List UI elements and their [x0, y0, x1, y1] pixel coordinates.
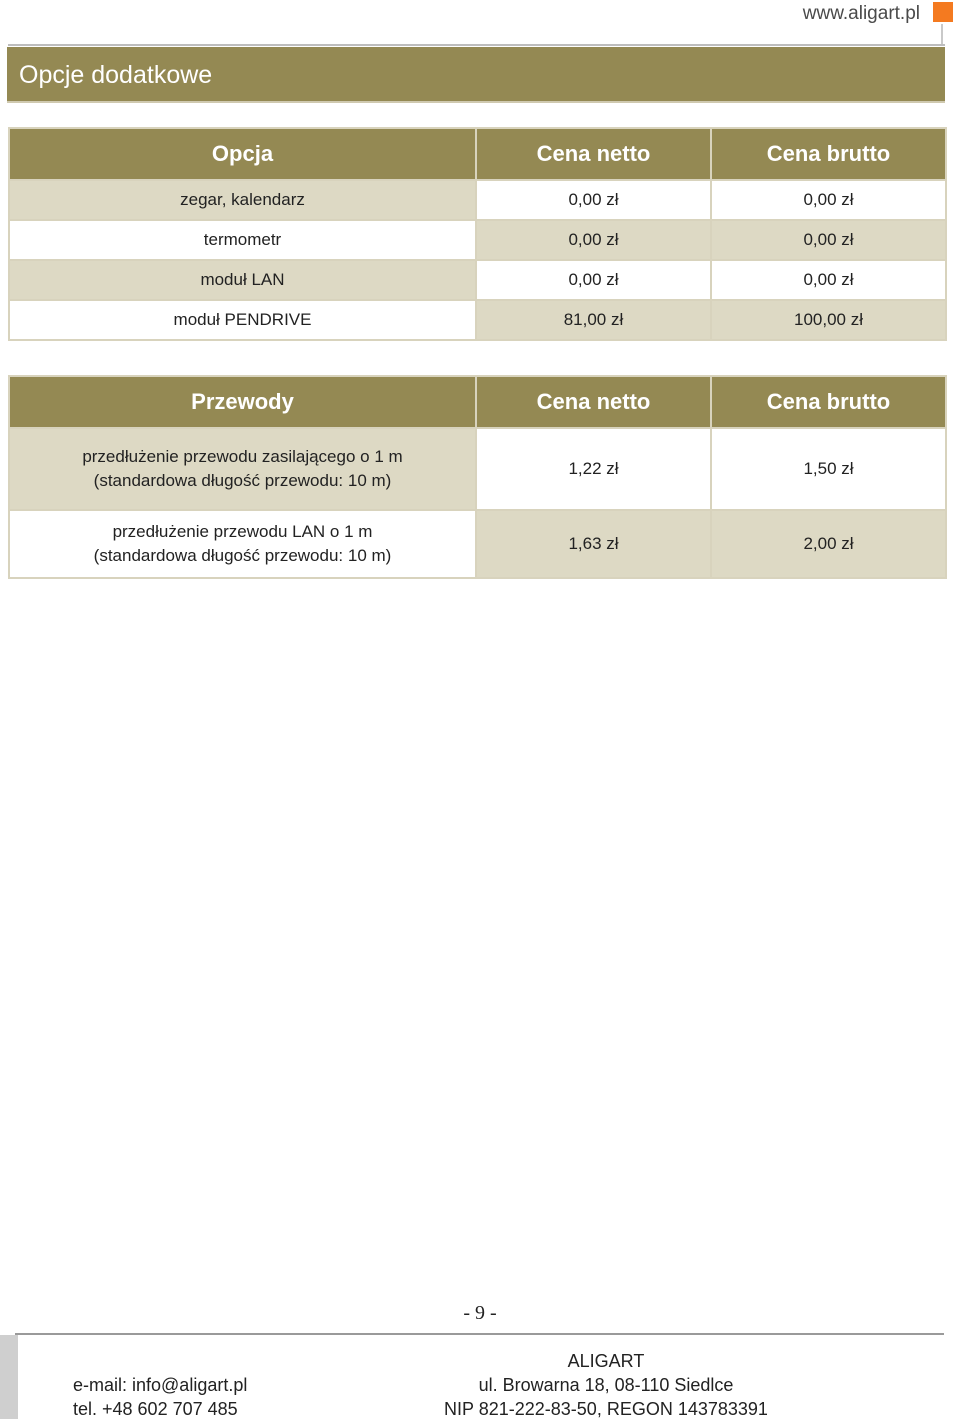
option-name: moduł LAN [9, 260, 476, 300]
net-price: 0,00 zł [476, 220, 711, 260]
cables-price-table [8, 375, 947, 579]
cable-description-line: (standardowa długość przewodu: 10 m) [93, 546, 392, 565]
cable-description-line: przedłużenie przewodu zasilającego o 1 m [82, 447, 403, 466]
column-header-net-price: Cena netto [476, 128, 711, 180]
cable-description [9, 510, 476, 578]
table-row [9, 220, 946, 260]
footer-company [430, 1349, 782, 1421]
column-header-gross-price: Cena brutto [711, 376, 946, 428]
gross-price: 0,00 zł [711, 180, 946, 220]
footer-phone: tel. +48 602 707 485 [73, 1399, 238, 1419]
column-header-option: Opcja [9, 128, 476, 180]
option-name: termometr [9, 220, 476, 260]
option-name: moduł PENDRIVE [9, 300, 476, 340]
footer-email: e-mail: info@aligart.pl [73, 1375, 248, 1395]
net-price: 0,00 zł [476, 180, 711, 220]
options-price-table [8, 127, 947, 341]
net-price: 1,22 zł [476, 428, 711, 510]
cable-description-line: (standardowa długość przewodu: 10 m) [93, 471, 392, 490]
table-row [9, 300, 946, 340]
option-name: zegar, kalendarz [9, 180, 476, 220]
table-row [9, 260, 946, 300]
footer-contact [73, 1373, 247, 1421]
header-rule [8, 44, 945, 46]
column-header-net-price: Cena netto [476, 376, 711, 428]
gross-price: 1,50 zł [711, 428, 946, 510]
net-price: 81,00 zł [476, 300, 711, 340]
footer-registry: NIP 821-222-83-50, REGON 143783391 [444, 1399, 768, 1419]
table-row [9, 510, 946, 578]
footer-side-bar [0, 1335, 18, 1419]
column-header-gross-price: Cena brutto [711, 128, 946, 180]
net-price: 0,00 zł [476, 260, 711, 300]
cable-description-line: przedłużenie przewodu LAN o 1 m [112, 522, 373, 541]
footer-address: ul. Browarna 18, 08-110 Siedlce [478, 1375, 734, 1395]
gross-price: 100,00 zł [711, 300, 946, 340]
table-row [9, 428, 946, 510]
table-header-row [9, 128, 946, 180]
column-header-cables: Przewody [9, 376, 476, 428]
footer-company-name: ALIGART [567, 1351, 645, 1371]
cable-description [9, 428, 476, 510]
footer-rule [15, 1333, 944, 1335]
gross-price: 2,00 zł [711, 510, 946, 578]
corner-divider [941, 24, 943, 46]
section-header [7, 47, 945, 103]
gross-price: 0,00 zł [711, 220, 946, 260]
net-price: 1,63 zł [476, 510, 711, 578]
corner-accent-square [933, 2, 953, 22]
table-row [9, 180, 946, 220]
page-number: - 9 - [463, 1302, 497, 1324]
section-title: Opcje dodatkowe [19, 61, 213, 89]
site-url: www.aligart.pl [802, 3, 920, 24]
gross-price: 0,00 zł [711, 260, 946, 300]
table-header-row [9, 376, 946, 428]
